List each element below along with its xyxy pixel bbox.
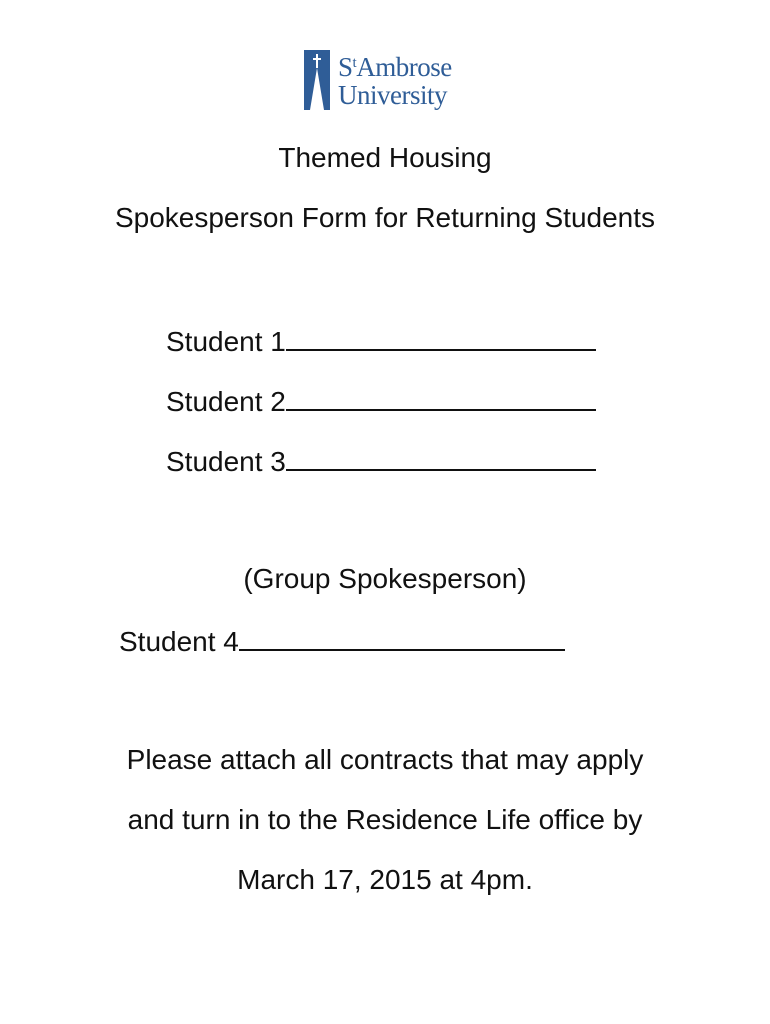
spokesperson-note: (Group Spokesperson): [243, 563, 527, 594]
logo-saint-s: S: [338, 52, 353, 82]
form-subtitle: Spokesperson Form for Returning Students: [114, 202, 656, 233]
student-1-blank[interactable]: [286, 323, 596, 351]
student-1-label: Student 1: [166, 326, 286, 357]
student-2-field[interactable]: [166, 383, 596, 418]
student-3-label: Student 3: [166, 446, 286, 477]
form-title: Themed Housing: [278, 142, 492, 173]
logo-ambrose: Ambrose: [356, 52, 452, 82]
student-4-label: Student 4: [119, 626, 239, 657]
instruction-line-1: Please attach all contracts that may apply: [126, 744, 644, 775]
student-2-label: Student 2: [166, 386, 286, 417]
student-2-blank[interactable]: [286, 383, 596, 411]
instruction-line-3: March 17, 2015 at 4pm.: [237, 864, 533, 895]
logo-saint-t: t: [352, 55, 357, 71]
student-3-field[interactable]: [166, 443, 596, 478]
student-4-field[interactable]: [119, 623, 565, 658]
cross-icon: [302, 50, 332, 110]
university-logo: [302, 48, 472, 114]
student-3-blank[interactable]: [286, 443, 596, 471]
student-4-blank[interactable]: [239, 623, 565, 651]
student-1-field[interactable]: [166, 323, 596, 358]
logo-name-line2: University: [338, 80, 447, 110]
instruction-line-2: and turn in to the Residence Life office by: [127, 804, 643, 835]
logo-name-line1: [338, 54, 452, 81]
